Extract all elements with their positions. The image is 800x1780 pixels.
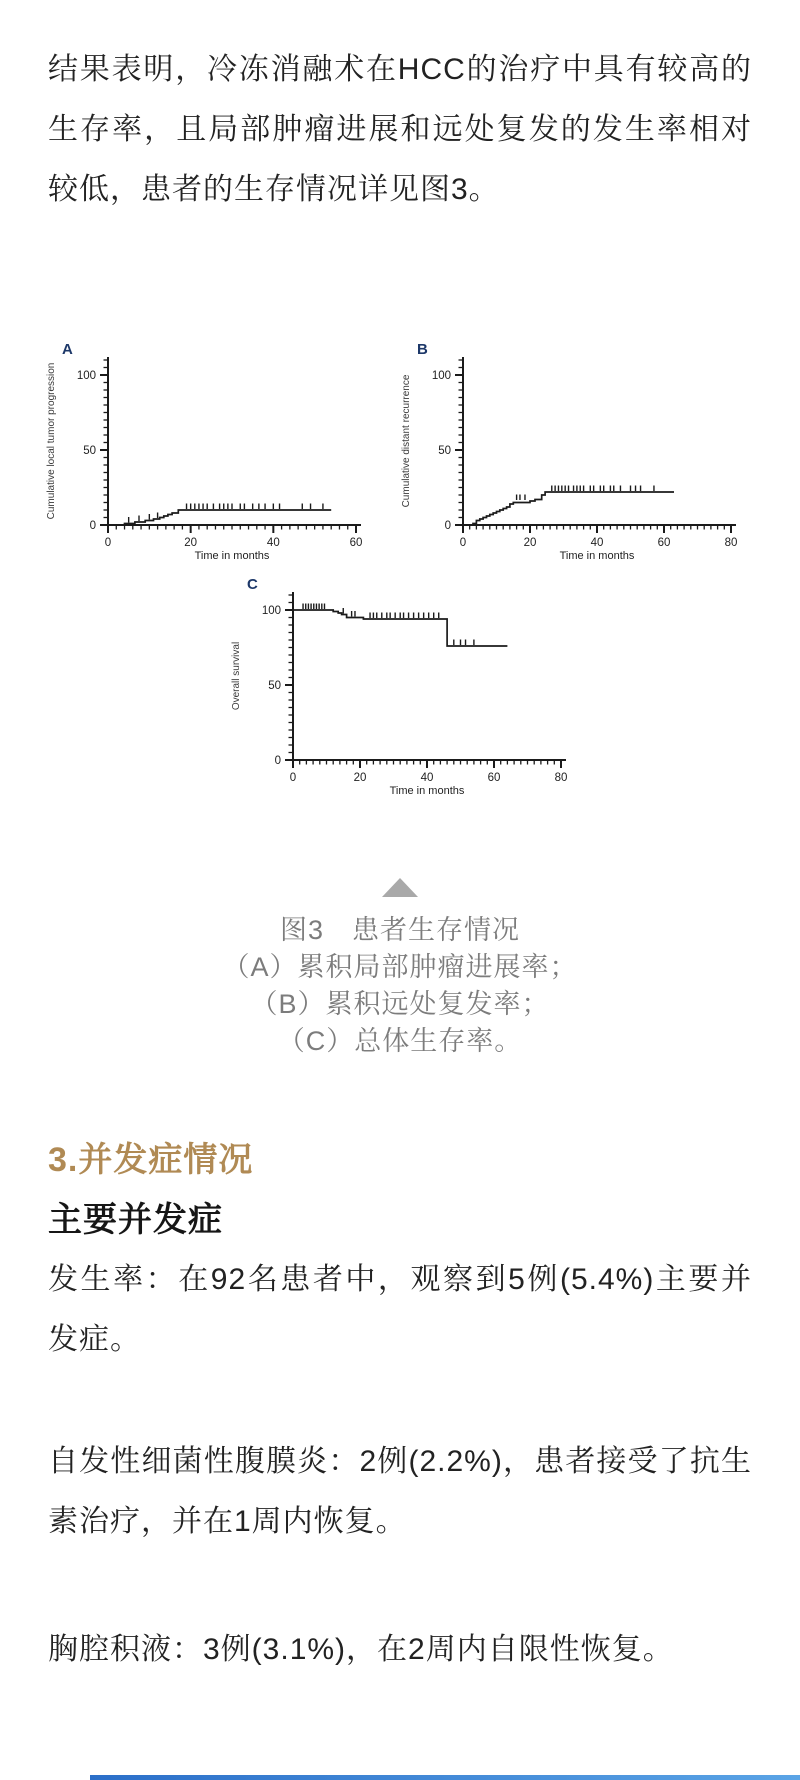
svg-text:100: 100 (261, 605, 281, 617)
svg-text:50: 50 (268, 680, 281, 692)
svg-text:0: 0 (289, 772, 297, 784)
svg-text:A: A (62, 341, 73, 358)
collapse-figure-icon[interactable] (382, 878, 418, 897)
svg-text:80: 80 (724, 537, 738, 549)
svg-text:Overall survival: Overall survival (231, 641, 242, 711)
figure-caption-line-a: （A）累积局部肿瘤进展率； (222, 952, 578, 982)
svg-text:50: 50 (83, 445, 96, 457)
svg-text:80: 80 (554, 772, 568, 784)
sbp-paragraph: 自发性细菌性腹膜炎：2例(2.2%)，患者接受了抗生素治疗，并在1周内恢复。 (48, 1445, 752, 1538)
incidence-paragraph: 发生率：在92名患者中，观察到5例(5.4%)主要并发症。 (48, 1263, 752, 1356)
figure-caption-line-c: （C）总体生存率。 (277, 1026, 523, 1056)
svg-text:20: 20 (184, 537, 198, 549)
svg-text:40: 40 (266, 537, 280, 549)
intro-paragraph: 结果表明，冷冻消融术在HCC的治疗中具有较高的生存率，且局部肿瘤进展和远处复发的发生率相对较低，患者的生存情况详见图3。 (48, 53, 752, 206)
svg-text:60: 60 (349, 537, 363, 549)
figure-3 (0, 300, 800, 812)
svg-text:Time in months: Time in months (194, 550, 270, 562)
svg-text:40: 40 (590, 537, 604, 549)
pleural-effusion-paragraph: 胸腔积液：3例(3.1%)，在2周内自限性恢复。 (48, 1633, 674, 1666)
svg-text:0: 0 (89, 520, 96, 532)
svg-text:0: 0 (444, 520, 451, 532)
svg-text:Time in months: Time in months (559, 550, 635, 562)
svg-text:60: 60 (657, 537, 671, 549)
svg-text:20: 20 (353, 772, 367, 784)
svg-text:20: 20 (523, 537, 537, 549)
svg-text:Time in months: Time in months (389, 785, 465, 797)
subsection-heading-major-complications: 主要并发症 (48, 1201, 223, 1239)
bottom-divider-bar (90, 1775, 800, 1780)
svg-text:C: C (247, 576, 258, 593)
svg-text:100: 100 (76, 370, 96, 382)
km-chart-distant-recurrence (393, 332, 753, 567)
figure-caption (0, 912, 800, 1060)
svg-text:40: 40 (420, 772, 434, 784)
svg-text:60: 60 (487, 772, 501, 784)
svg-text:50: 50 (438, 445, 451, 457)
svg-text:B: B (417, 341, 428, 358)
km-chart-local-tumor-progression (38, 332, 378, 567)
figure-caption-line-b: （B）累积远处复发率； (250, 989, 550, 1019)
km-chart-overall-survival (223, 567, 583, 802)
svg-text:Cumulative distant recurrence: Cumulative distant recurrence (401, 374, 412, 508)
svg-text:Cumulative local tumor progres: Cumulative local tumor progression (46, 362, 57, 520)
svg-text:0: 0 (104, 537, 112, 549)
figure-caption-title: 图3 患者生存情况 (279, 915, 521, 945)
svg-text:0: 0 (459, 537, 467, 549)
svg-text:0: 0 (274, 755, 281, 767)
svg-text:100: 100 (431, 370, 451, 382)
section-heading-complications: 3.并发症情况 (48, 1141, 254, 1179)
